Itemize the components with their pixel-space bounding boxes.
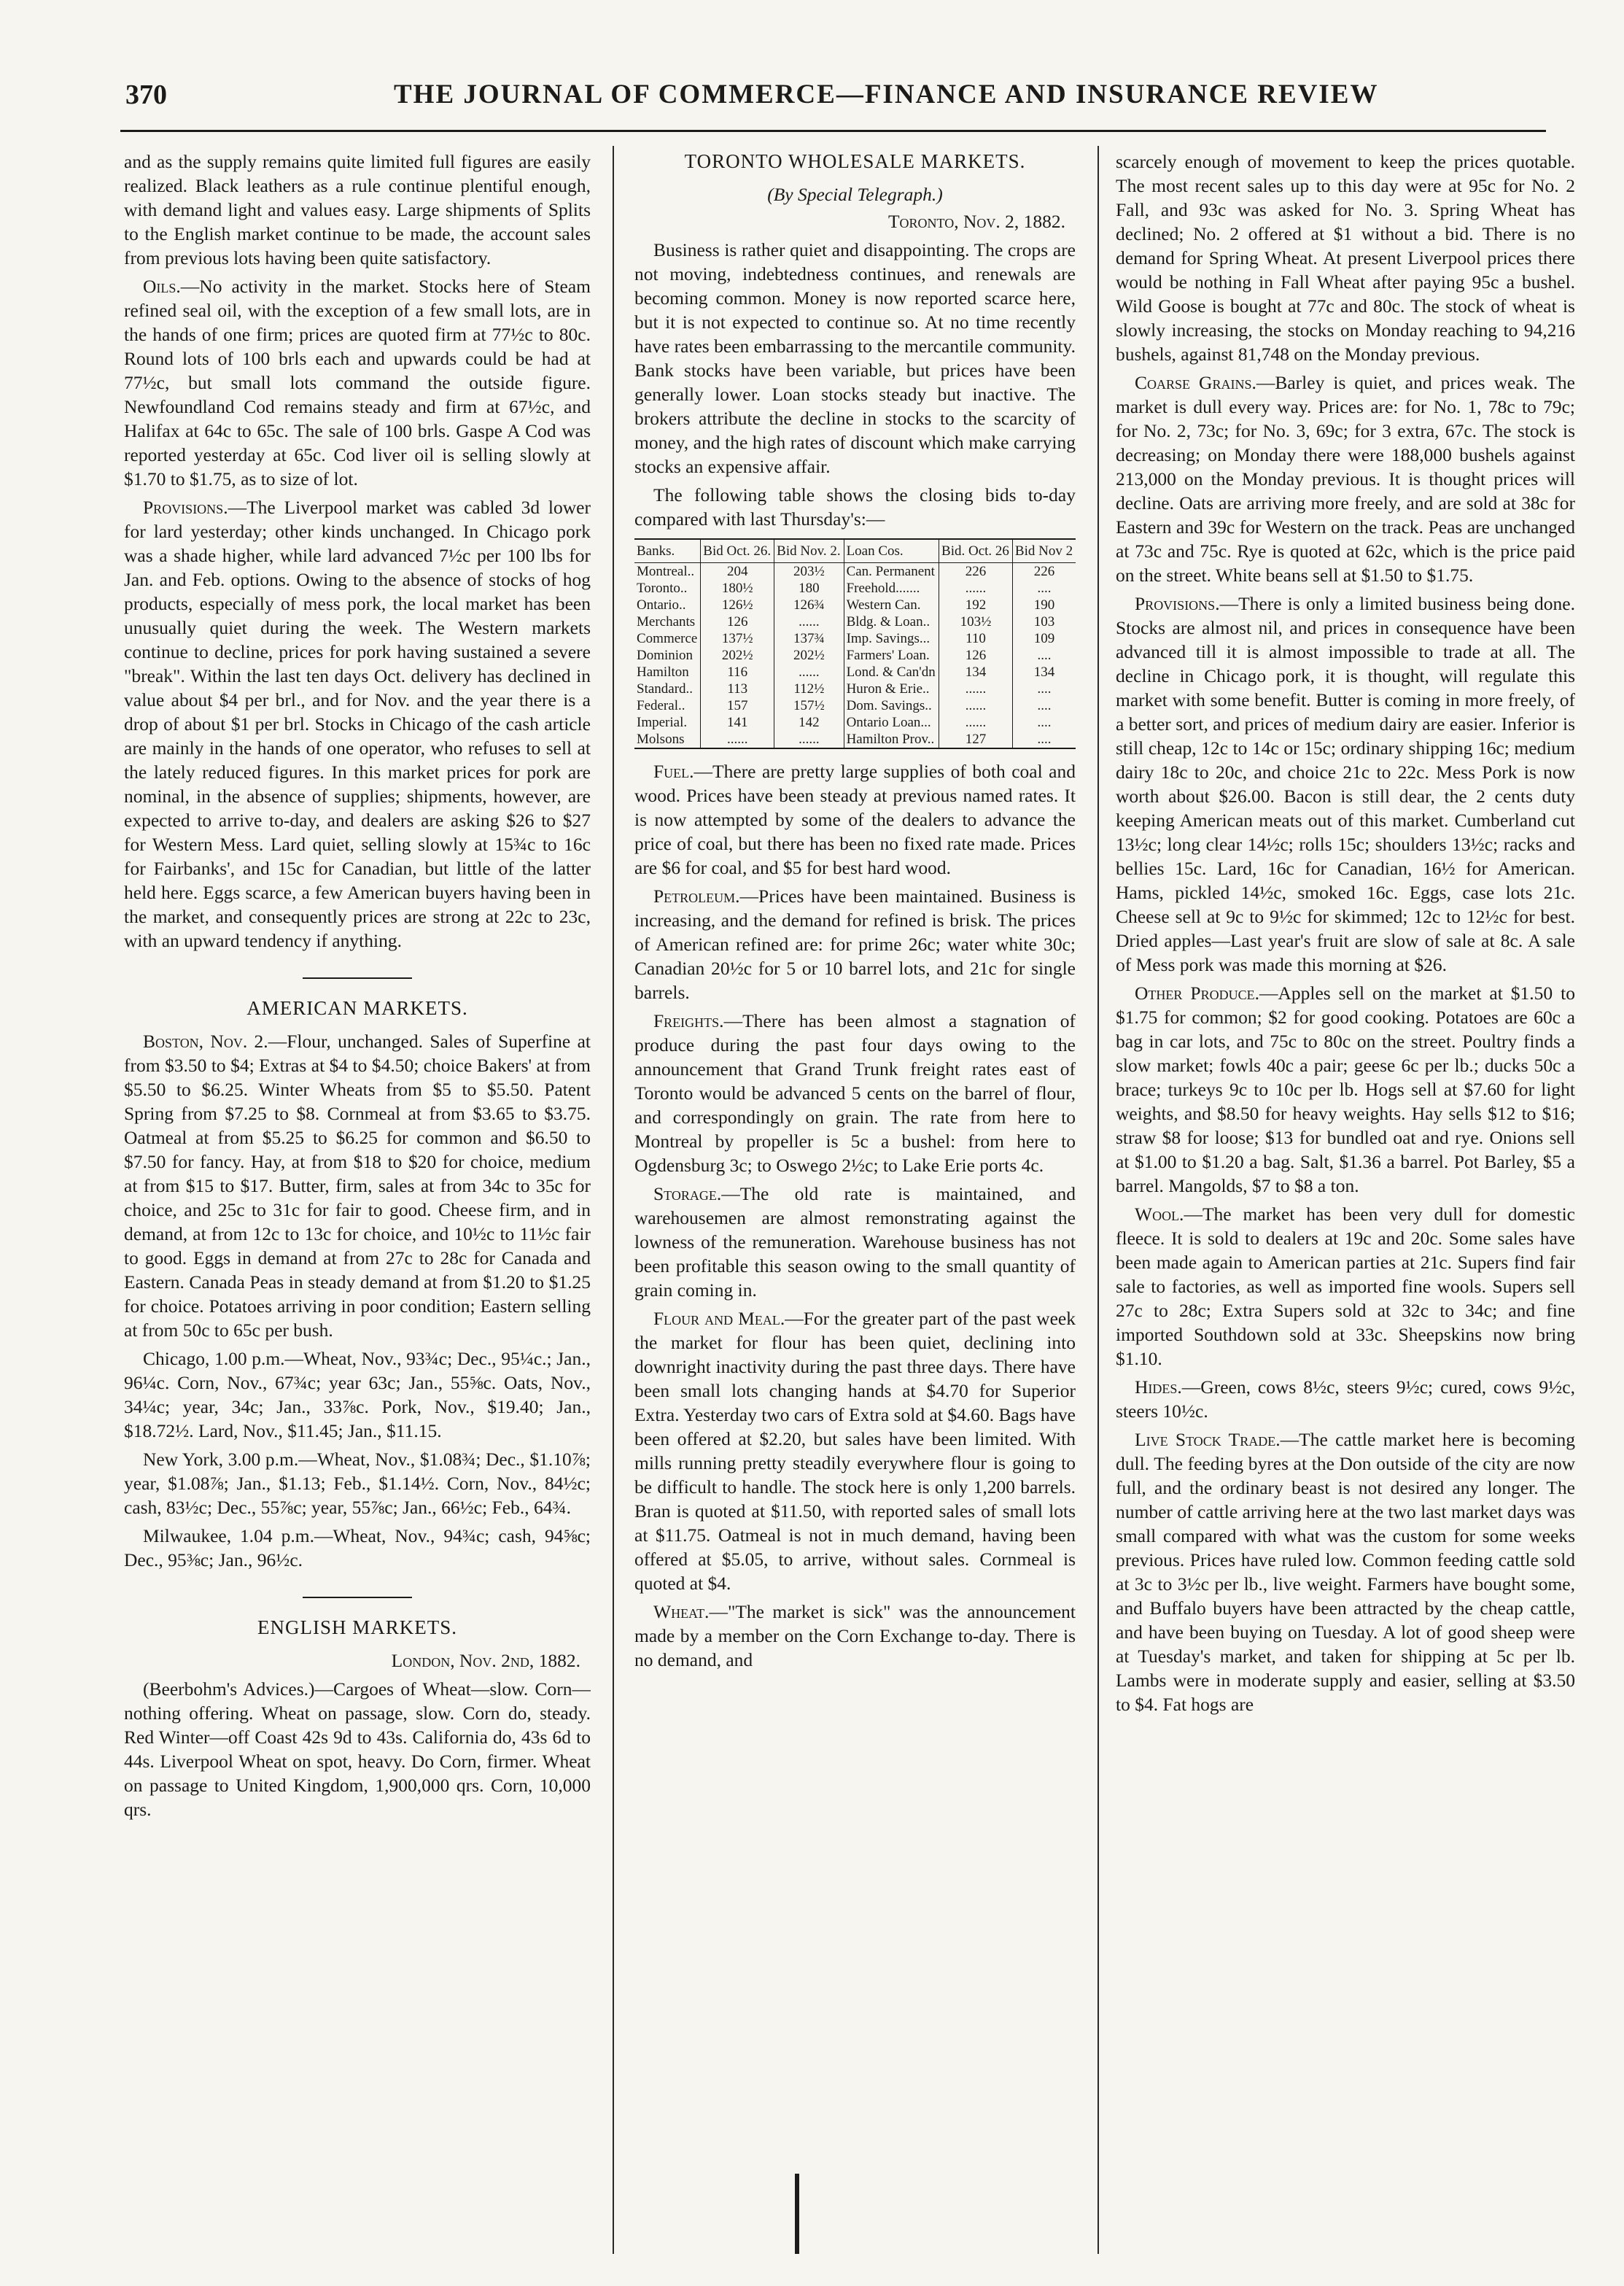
table-body (634, 563, 1076, 749)
table-header: Bid Nov 2 (1012, 539, 1076, 563)
storage-paragraph (634, 1182, 1076, 1302)
table-cell: Huron & Erie.. (844, 681, 939, 697)
provisions-toronto-body: —There is only a limited business being done. Stocks are almost nil, and prices in consequence have been advanced till it is almost impossible to trade at all. The decline in Chicago pork, it is thought, will regulate this market with some benefit. Butter is coming in more freely, of a better sort, and prices of medium dairy are easier. Inferior is still cheap, 12c to 14c or 15c; ordinary shipping 16c; medium dairy 18c to 20c, and choice 21c to 22c. Mess Pork is now worth about $26.00. Bacon is still dear, the 2 cents duty keeping American meats out of this market. Cumberland cut 13½c; long clear 14½c; rolls 15c; shoulders 13½c; racks and bellies 15c. Lard, 16c for Canadian, 16½ for American. Hams, pickled 14½c, smoked 16c. Eggs, case lots 21c. Cheese sell at 9c to 9½c for skimmed; 12c to 12½c for best. Dried apples—Last year's fruit are slow of sale at 8c. A sale of Mess pork was made this morning at $26. (1116, 593, 1575, 975)
table-cell: Can. Permanent (844, 563, 939, 581)
other-produce-body: —Apples sell on the market at $1.50 to $1.75 for common; $2 for good cooking. Potatoes are 60c a bag in car lots, and 75c to 80c on the street. Poultry finds a slow market; fowls 40c a pair; geese 6c per lb.; ducks 50c a brace; turkeys 9c to 10c per lb. Hogs sell at $7.60 for light weights, and $8.50 for heavy weights. Hay sells $12 to $16; straw $8 for loose; $13 for bundled oat and rye. Onions sell at $1.00 to $1.20 a bag. Salt, $1.36 a barrel. Pot Barley, $5 a barrel. Mangolds, $7 to $8 a ton. (1116, 983, 1575, 1196)
wool-body: —The market has been very dull for domestic fleece. It is sold to dealers at 19c and 20c. Some sales have been made again to American parties at 21c. Supers find fair sale to factories, as well as imported fine wools. Supers sell 27c to 28c; Extra Supers sold at 32c to 34c; and fine imported Southdown sold at 33c. Sheepskins now bring $1.10. (1116, 1204, 1575, 1369)
livestock-paragraph (1116, 1427, 1575, 1716)
english-paragraph: (Beerbohm's Advices.)—Cargoes of Wheat—slow. Corn—nothing offering. Wheat on passage, slow. Corn do, steady. Red Winter—off Coast 42s 9d to 43s. California do, 43s 6d to 44s. Liverpool Wheat on spot, heavy. Do Corn, firmer. Wheat on passage to United Kingdom, 1,900,000 qrs. Corn, 10,000 qrs. (124, 1678, 591, 1820)
fuel-heading: Fuel. (653, 761, 694, 782)
print-mark (795, 2174, 799, 2254)
wheat-heading: Wheat. (653, 1601, 710, 1622)
table-row (634, 580, 1076, 597)
table-cell: 226 (939, 563, 1013, 581)
coarse-grains-paragraph (1116, 371, 1575, 587)
other-produce-paragraph (1116, 981, 1575, 1198)
table-cell: 203½ (774, 563, 844, 581)
storage-heading: Storage. (653, 1183, 722, 1204)
table-cell: .... (1012, 697, 1076, 714)
table-cell: 103 (1012, 613, 1076, 630)
header-rule (120, 130, 1546, 132)
table-row (634, 597, 1076, 613)
wool-paragraph (1116, 1202, 1575, 1371)
table-cell: 110 (939, 630, 1013, 647)
livestock-heading: Live Stock Trade. (1135, 1429, 1281, 1450)
coarse-grains-heading: Coarse Grains. (1135, 372, 1256, 393)
provisions-paragraph (124, 495, 591, 953)
table-cell: Imp. Savings... (844, 630, 939, 647)
closing-bids-table (634, 538, 1076, 749)
table-cell: .... (1012, 714, 1076, 731)
table-cell: Commerce (637, 631, 698, 646)
oils-heading: Oils. (143, 276, 181, 297)
table-cell: Imperial. (637, 715, 688, 730)
storage-body: —The old rate is maintained, and warehousemen are almost remonstrating against the lowness of the remuneration. Warehouse business has not been profitable this season owing to the small quantity of grain coming in. (634, 1183, 1076, 1301)
coarse-grains-body: —Barley is quiet, and prices weak. The market is dull every way. Prices are: for No. 1, 78c to 79c; for No. 2, 73c; for No. 3, 69c; for 3 extra, 67c. The stock is decreasing; on Monday there were 188,000 bushels against 213,000 on the Monday previous. It is thought prices will decline. Oats are arriving more freely, and are sold at 38c for Eastern and 39c for Western on the track. Peas are unchanged at 73c and 75c. Rye is quoted at 62c, which is the price paid on the street. White beans sell at $1.50 to $1.75. (1116, 372, 1575, 586)
table-cell: Merchants (637, 614, 696, 629)
toronto-intro: Business is rather quiet and disappointing. The crops are not moving, indebtedness continues, and renewals are becoming common. Money is now reported scarce here, but it is not expected to continue so. At no time recently have rates been embarrassing to the mercantile community. Bank stocks have been variable, but prices have been generally lower. Loan stocks steady but inactive. The brokers attribute the decline in stocks to the scarcity of money, and the high rates of discount which make carrying stocks an expensive affair. (634, 239, 1076, 477)
toronto-dateline: Toronto, Nov. 2, 1882. (887, 211, 1065, 232)
page-header (109, 79, 1546, 123)
petroleum-body: —Prices have been maintained. Business is increasing, and the demand for refined is brisk. The prices of American refined are: for prime 26c; water white 30c; Canadian 20½c for 5 or 10 barrel lots, and 21c for single barrels. (634, 886, 1076, 1003)
column-divider (613, 146, 614, 2254)
table-row (634, 647, 1076, 664)
table-intro: The following table shows the closing bids to-day compared with last Thursday's:— (634, 484, 1076, 530)
table-cell: 112½ (774, 681, 844, 697)
livestock-body: —The cattle market here is becoming dull. The feeding byres at the Don outside of the city are now full, and the ordinary beast is not desired any longer. The number of cattle arriving here at the two last market days was small compared with what was the custom for some weeks previous. Prices have ruled low. Common feeding cattle sold at 3c to 3½c per lb., live weight. Farmers have bought some, and Buffalo buyers have been attracted by the cheap cattle, and have been buying on Tuesday. A lot of good sheep were at Tuesday's market, and taken for shipping at 5c per lb. Lambs were in moderate supply and easier, selling at $3.50 to $4. Fat hogs are (1116, 1429, 1575, 1715)
hides-paragraph (1116, 1375, 1575, 1423)
table-cell: 180 (774, 580, 844, 597)
table-cell: Dom. Savings.. (844, 697, 939, 714)
table-cell: 202½ (774, 647, 844, 664)
table-cell: ...... (939, 714, 1013, 731)
toronto-markets-title: TORONTO WHOLESALE MARKETS. (684, 150, 1026, 172)
table-cell: Western Can. (844, 597, 939, 613)
table-cell: 113 (701, 681, 774, 697)
wheat-continued-paragraph: scarcely enough of movement to keep the prices quotable. The most recent sales up to this day were at 95c for No. 2 Fall, and 93c was asked for No. 3. Spring Wheat has declined; No. 2 offered at $1 without a bid. There is no demand for Spring Wheat. At present Liverpool prices there would be nothing in Fall Wheat after paying 95c a bushel. Wild Goose is bought at 77c and 80c. The stock of wheat is slowly increasing, the stocks on Monday reaching to 94,216 bushels, against 81,748 on the Monday previous. (1116, 151, 1575, 365)
table-cell: Federal.. (637, 698, 685, 713)
boston-body: —Flour, unchanged. Sales of Superfine at from $3.50 to $4; Extras at $4 to $4.50; choice Bakers' at from $5.50 to $6.25. Winter Wheats from $5 to $5.50. Patent Spring from $7.25 to $8. Cornmeal at from $3.65 to $3.75. Oatmeal at from $5.25 to $6.25 for common and $6.50 to $7.50 for fancy. Hay, at from $18 to $20 for choice, medium at from $15 to $17. Butter, firm, sales at from 34c to 35c for choice, and 25c to 31c for fair to good. Cheese firm, and in demand, at from 12c to 13c for choice, and 10½c to 11½c fair to good. Eggs in demand at from 27c to 28c for Canada and Eastern. Canada Peas in steady demand at from $1.20 to $1.25 for choice. Potatoes arriving in poor condition; Eastern selling at from 50c to 65c per bush. (124, 1031, 591, 1341)
petroleum-heading: Petroleum. (653, 886, 740, 907)
table-row (634, 681, 1076, 697)
table-cell: 103½ (939, 613, 1013, 630)
table-cell: Hamilton (637, 665, 689, 680)
provisions-toronto-paragraph (1116, 592, 1575, 977)
column-2 (634, 150, 1076, 2265)
milwaukee-paragraph: Milwaukee, 1.04 p.m.—Wheat, Nov., 94¾c; cash, 94⅝c; Dec., 95⅜c; Jan., 96½c. (124, 1525, 591, 1570)
column-divider (1097, 146, 1099, 2254)
oils-body: —No activity in the market. Stocks here of Steam refined seal oil, with the exception of a few small lots, are in the hands of one firm; prices are quoted firm at 77½c to 80c. Round lots of 100 brls each and upwards could be had at 77½c, but small lots command the outside figure. Newfoundland Cod remains steady and firm at 67½c, and Halifax at 64c to 65c. The sale of 100 brls. Gaspe A Cod was reported yesterday at 65c. Cod liver oil is selling slowly at $1.70 to $1.75, as to size of lot. (124, 276, 591, 489)
wool-heading: Wool. (1135, 1204, 1184, 1225)
table-cell: .... (1012, 580, 1076, 597)
journal-title: THE JOURNAL OF COMMERCE—FINANCE AND INSURANCE REVIEW (394, 80, 1379, 109)
table-row (634, 664, 1076, 681)
table-cell: ...... (939, 697, 1013, 714)
table-cell: 137½ (701, 630, 774, 647)
table-cell: 126½ (701, 597, 774, 613)
table-cell: Standard.. (637, 681, 693, 697)
freights-heading: Freights. (653, 1010, 724, 1031)
table-cell: 134 (939, 664, 1013, 681)
leather-paragraph: and as the supply remains quite limited full figures are easily realized. Black leathers as a rule continue plentiful enough, with demand light and values easy. Large shipments of Splits to the English market continue to be made, the account sales from previous lots having been quite satisfactory. (124, 151, 591, 268)
column-1 (124, 150, 591, 2265)
chicago-paragraph: Chicago, 1.00 p.m.—Wheat, Nov., 93¾c; Dec., 95¼c.; Jan., 96¼c. Corn, Nov., 67¾c; year 63c; Jan., 55⅝c. Oats, Nov., 34¼c; year, 34c; Jan., 33⅞c. Pork, Nov., $19.40; Jan., $18.72½. Lard, Nov., $11.45; Jan., $11.15. (124, 1348, 591, 1441)
boston-heading: Boston, Nov. 2. (143, 1031, 268, 1052)
freights-body: —There has been almost a stagnation of produce during the past four days owing to the announcement that Grand Trunk freight rates east of Toronto would be advanced 5 cents on the barrel of flour, and correspondingly on grain. The rate from here to Montreal by propeller is 5c a bushel: from here to Ogdensburg 3c; to Oswego 2½c; to Lake Erie ports 4c. (634, 1010, 1076, 1176)
table-cell: Bldg. & Loan.. (844, 613, 939, 630)
section-divider (303, 1597, 412, 1598)
table-cell: .... (1012, 731, 1076, 748)
table-row (634, 731, 1076, 748)
provisions-toronto-heading: Provisions. (1135, 593, 1220, 614)
table-cell: 127 (939, 731, 1013, 748)
other-produce-heading: Other Produce. (1135, 983, 1259, 1004)
hides-heading: Hides. (1135, 1376, 1182, 1398)
table-cell: 109 (1012, 630, 1076, 647)
table-cell: 141 (701, 714, 774, 731)
toronto-subtitle: (By Special Telegraph.) (767, 184, 943, 205)
table-cell: 126 (701, 613, 774, 630)
table-cell: .... (1012, 681, 1076, 697)
table-cell: ...... (701, 731, 774, 748)
table-cell: Dominion (637, 648, 693, 663)
table-row (634, 714, 1076, 731)
provisions-body: —The Liverpool market was cabled 3d lower for lard yesterday; other kinds unchanged. In Chicago pork was a shade higher, while lard advanced 7½c per 100 lbs for Jan. and Feb. options. Owing to the absence of stocks of hog products, especially of mess pork, the local market has been unusually quiet during the week. The Western markets continue to decline, prices for pork having sustained a severe "break". Within the last ten days Oct. delivery has declined in value about $4 per brl., and for Nov. and the year there is a drop of about $1 per brl. Stocks in Chicago of the cash article are mainly in the hands of one operator, who refuses to sell at the lately reduced figures. In this market prices for pork are nominal, in the absence of supplies; shipments, however, are expected to arrive to-day, and dealers are asking $26 to $27 for Western Mess. Lard quiet, selling slowly at 15¾c to 16c for Fairbanks', and 15c for Canadian, but little of the latter held here. Eggs scarce, a few American buyers having been in the market, and consequently prices are strong at 22c to 23c, with an upward tendency if anything. (124, 497, 591, 951)
table-cell: 157½ (774, 697, 844, 714)
newyork-paragraph: New York, 3.00 p.m.—Wheat, Nov., $1.08¾; Dec., $1.10⅞; year, $1.08⅞; Jan., $1.13; Feb., $1.14½. Corn, Nov., 84½c; cash, 83½c; Dec., 55⅞c; year, 55⅞c; Jan., 66½c; Feb., 64¾. (124, 1449, 591, 1518)
flour-paragraph (634, 1306, 1076, 1595)
fuel-paragraph (634, 759, 1076, 880)
table-cell: 226 (1012, 563, 1076, 581)
table-header: Loan Cos. (844, 539, 939, 563)
table-row (634, 697, 1076, 714)
table-cell: Farmers' Loan. (844, 647, 939, 664)
table-cell: 126 (939, 647, 1013, 664)
table-cell: 180½ (701, 580, 774, 597)
wheat-body: —"The market is sick" was the announcement made by a member on the Corn Exchange to-day. There is no demand, and (634, 1601, 1076, 1670)
freights-paragraph (634, 1009, 1076, 1177)
table-cell: 116 (701, 664, 774, 681)
table-cell: 142 (774, 714, 844, 731)
flour-body: —For the greater part of the past week the market for flour has been quiet, declining into downright inactivity during the past three days. There have been small lots changing hands at $4.70 for Superior Extra. Yesterday two cars of Extra sold at $4.60. Bags have been offered at $2.20, but sales have been limited. With mills running pretty steadily everywhere flour is going to be difficult to handle. The stock here is only 1,200 barrels. Bran is quoted at $11.50, with reported sales of small lots at $11.75. Oatmeal is not in much demand, having been offered at $5.05, to arrive, without sales. Cornmeal is quoted at $4. (634, 1308, 1076, 1594)
table-cell: Toronto.. (637, 581, 688, 596)
table-cell: ...... (774, 613, 844, 630)
hides-body: —Green, cows 8½c, steers 9½c; cured, cows 9½c, steers 10½c. (1116, 1376, 1575, 1422)
table-cell: Montreal.. (637, 564, 695, 579)
table-cell: 192 (939, 597, 1013, 613)
table-cell: Ontario Loan... (844, 714, 939, 731)
table-cell: ...... (939, 681, 1013, 697)
table-cell: Lond. & Can'dn (844, 664, 939, 681)
column-3 (1116, 150, 1575, 2265)
table-cell: 202½ (701, 647, 774, 664)
table-cell: ...... (774, 664, 844, 681)
english-dateline: London, Nov. 2nd, 1882. (391, 1650, 580, 1671)
table-header: Bid. Oct. 26 (939, 539, 1013, 563)
table-cell: 204 (701, 563, 774, 581)
provisions-heading: Provisions. (143, 497, 228, 518)
table-row (634, 613, 1076, 630)
english-markets-title: ENGLISH MARKETS. (257, 1616, 457, 1638)
table-cell: 137¾ (774, 630, 844, 647)
table-cell: ...... (774, 731, 844, 748)
fuel-body: —There are pretty large supplies of both coal and wood. Prices have been steady at previous named rates. It is now attempted by some of the dealers to advance the price of coal, but there has been no fixed rate made. Prices are $6 for coal, and $5 for best hard wood. (634, 761, 1076, 878)
section-divider (303, 977, 412, 979)
table-row (634, 563, 1076, 581)
american-markets-title: AMERICAN MARKETS. (246, 997, 468, 1019)
table-header: Bid Nov. 2. (774, 539, 844, 563)
table-cell: Molsons (637, 732, 685, 747)
table-cell: Hamilton Prov.. (844, 731, 939, 748)
page-number: 370 (125, 80, 167, 110)
table-cell: ...... (939, 580, 1013, 597)
table-header: Banks. (634, 539, 701, 563)
table-cell: 190 (1012, 597, 1076, 613)
flour-heading: Flour and Meal. (653, 1308, 785, 1329)
petroleum-paragraph (634, 884, 1076, 1004)
table-header: Bid Oct. 26. (701, 539, 774, 563)
boston-paragraph (124, 1029, 591, 1342)
table-cell: 134 (1012, 664, 1076, 681)
oils-paragraph (124, 274, 591, 491)
table-header-row (634, 539, 1076, 563)
table-row (634, 630, 1076, 647)
wheat-paragraph (634, 1600, 1076, 1672)
table-cell: .... (1012, 647, 1076, 664)
table-cell: Freehold....... (844, 580, 939, 597)
table-cell: 126¾ (774, 597, 844, 613)
table-cell: 157 (701, 697, 774, 714)
table-cell: Ontario.. (637, 597, 686, 613)
